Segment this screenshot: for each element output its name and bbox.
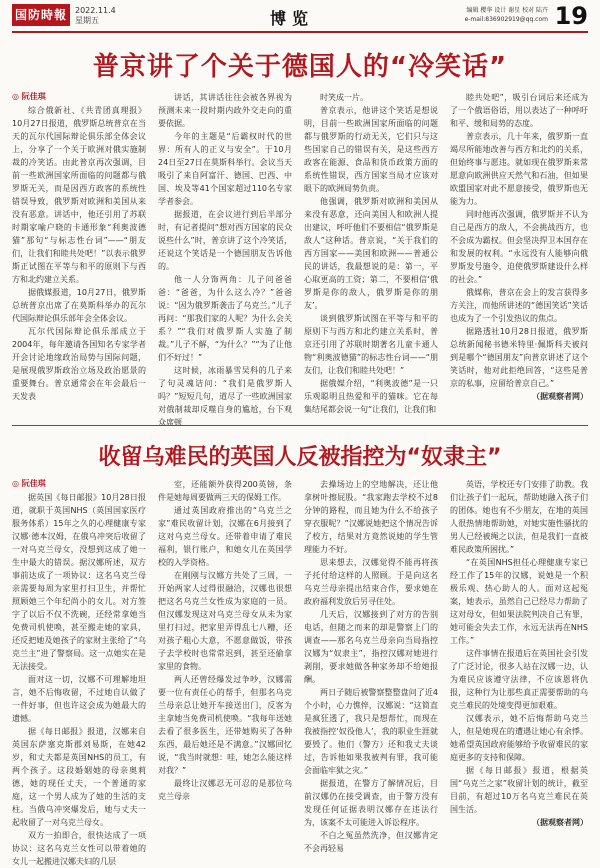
paragraph: 据报道，在会议进行到后半部分时，有记者提问“想对西方国家的民众说些什么”时，普京讲了这个冷笑话，还说这个笑话是一个德国朋友告诉他的。: [158, 210, 292, 271]
paragraph: 这时候，冰雨暴雪吴科的几子来了句灵魂诘问：“我们是俄罗斯人吗？”短短几句，道尽了一些欧洲国家对俄制裁却反噬自身的尴尬，台下观众席顿: [158, 366, 292, 427]
paragraph: 据英国《每日邮报》10月28日报道，就职于英国NHS（英国国家医疗服务体系）15年之久的心理健康专家汉娜·德本汉姆，在俄乌冲突后收留了一对乌克兰母女，没想到这成了她一生中最大的错误。据汉娜所述，双方事前达成了一项协议：这名乌克兰母亲需要每周为家里打扫卫生，并帮忙照顾她三个年纪尚小的女儿。对方签字了以后不仅不洗碗，还经常拿她当免费司机使唤，甚至搬走她的家具，还反把她及她孩子的家财主张给了“乌克兰主”进了警察局。这一点她实在是无法接受。: [12, 493, 146, 671]
paragraph: 通过英国政府推出的“乌克兰之家”难民收留计划，汉娜在6月接到了这对乌克兰母女。还带着申请了难民福利，银行账户，和她女儿在英国学校的入学资格。: [158, 506, 292, 567]
article2-column-3: [304, 478, 438, 853]
paragraph: 综合俄新社、《共青团真理报》10月27日报道，俄罗斯总统普京在当天的瓦尔代国际辩论俱乐部全体会议上，分享了一个关于欧洲对俄实施制裁的冷笑话。由此普京再次强调，目前一些欧洲国家所面临的问题都与俄罗斯无关，而是因西方政客的系统性错误导致，俄罗斯对欧洲和美国从来没有恶意。讲话中，他还引用了苏联时期家喻户晓的卡通形象“利奥波德猫”那句“与标志性台词”——“朋友们，让我们和睦共处吧！”以表示俄罗斯正试图在平等与和平的原则下与西方和北约建立关系。: [12, 106, 146, 284]
credits-email: e-mail:836902919@qq.com: [464, 16, 548, 23]
article-source-signature: （据观察者网）: [532, 392, 588, 401]
paragraph: 双方一拍即合，很快达成了一项协议：这名乌克兰女性可以带着她的女儿一起搬进汉娜夫妇的几层: [12, 831, 146, 866]
paragraph: 普京表示，他讲这个笑话是想说明，目前一些欧洲国家所面临的问题都与俄罗斯的行动无关，它们只与这些国家自己的错误有关，是这些西方政客在能源、食品和货币政策方面的系统性错误，西方国家当局才应该对眼下的欧洲局势负责。: [304, 106, 438, 193]
paragraph: 他强调，俄罗斯对欧洲和美国从来没有恶意，还向美国人和欧洲人提出建议，呼吁他们不要相信“俄罗斯是敌人”这种话。普京说，“关于我们的西方国家——美国和欧洲——普通公民的讲话，我最想说的是：第一，平心取更高的工资；第二，不要相信‘俄罗斯是你的敌人，俄罗斯是你的朋友’。: [304, 197, 438, 310]
issue-date: 2022.11.4: [75, 6, 116, 15]
paragraph: 不白之冤虽然洗净，但汉娜肯定不会再轻易: [304, 831, 438, 853]
paragraph: “在英国NHS担任心理健康专家已经工作了15年的汉娜，说她是一个积极乐观、热心助人的人。面对这起冤案，她表示，虽然自己已经尽力帮助了这对母女，但如果法院判决自己有罪，她可能会失去工作，永远无法再在NHS工作。”: [450, 558, 588, 645]
paragraph: 据《每日邮报》报道，根据英国“乌克兰之家”收留计划的统计，截至目前，有超过10万名乌克兰难民在英国生活。: [450, 766, 588, 814]
paragraph: 谈到俄罗斯试图在平等与和平的原则下与西方和北约建立关系时，普京还引用了苏联时期著名儿童卡通人物“利奥波德猫”的标志性台词——“朋友们，让我们和睦共处吧！”: [304, 314, 438, 375]
paragraph: 睦共处吧”，吸引台词后来还成为了一个俄语俗语，用以表达了一种呼吁和平、缓和局势的态度。: [450, 93, 588, 128]
article1-title: 普京讲了个关于德国人的“冷笑话”: [92, 52, 508, 82]
article2-title: 收留乌难民的英国人反被指控为“奴隶主”: [98, 445, 502, 470]
article1-column-4: [450, 91, 588, 422]
paragraph: 最终让汉娜忍无可忍的是那位乌克兰母亲: [158, 779, 292, 801]
masthead-rule: [12, 31, 588, 33]
issue-date-block: [75, 6, 116, 26]
article1-column-2: [158, 91, 292, 427]
paragraph: 几天后，汉娜接到了对方的告别电话，但随之而来的却是警察上门的调查——那名乌克兰母亲向当局指控汉娜为“奴隶主”，指控汉娜对她进行剥削，要求她做各种家务却不给她报酬。: [304, 610, 438, 684]
article2-column-2: [158, 478, 292, 823]
paragraph: 他一人分饰两角：儿子问爸爸爸：“爸爸，为什么这么冷？”爸爸说：“因为俄罗斯袭击了乌克兰。”儿子再问：“那我们家的人呢？为什么会关系？”“我们对俄罗斯人实施了制裁。”儿子不解，“为什么？”“为了让他们不好过！”: [158, 275, 292, 362]
paragraph: 这件事情在报道后在英国社会引发了广泛讨论，很多人站在汉娜一边，认为难民应该遵守法律，不应该恩将仇报，这种行为让那些真正需要帮助的乌克兰难民的处境变得更加艰难。: [450, 649, 588, 710]
paragraph: 汉娜表示，她不后悔帮助乌克兰人，但是她现在的遭遇让她心有余悸。她希望英国政府能够给予收留难民的家庭更多的支持和保障。: [450, 714, 588, 762]
paragraph: 英语，学校还专门安排了助教。我们让孩子们一起玩，帮助她融入孩子们的团体。她也有不少朋友，在地的英国人很热情地帮助她，对她实施性骚扰的男人已经被绳之以法，但是我们一直被难民政策所困扰。”: [450, 480, 588, 554]
paragraph: 普京表示，几十年来，俄罗斯一直竭尽所能地改善与西方和北约的关系，但始终事与愿违。就如现在俄罗斯来常愿意向欧洲供应天然气和石油，但如果欧盟国家对此不愿意接受，俄罗斯也无能为力。: [450, 132, 588, 206]
paragraph: 据报道，在警方了解情况后，目前汉娜仍在接受调查，由于警方没有发现任何证据表明汉娜存在违法行为，该案不太可能进入诉讼程序。: [304, 779, 438, 827]
article2-byline: ◎ 阮佳琪: [12, 479, 46, 488]
paragraph: 今年的主题是“后霸权时代的世界：所有人的正义与安全”。于10月24日至27日在莫斯科举行。会议当天吸引了来自阿富汗、德国、巴西、中国、埃及等41个国家超过110名专家学者参会。: [158, 132, 292, 206]
article1-byline: ◎ 阮佳琪: [12, 92, 46, 101]
paragraph: 在刚刚与汉娜方共处了三周，一开始两家人过得很融洽，汉娜也很想把这名乌克兰女性成为家庭的一员。但汉娜发现这对乌克兰母女从未为家里打扫过，把家里弄得乱七八糟，还对孩子粗心大意，不愿意做饭，带孩子去学校时也常常迟到，甚至还偷拿家里的食物。: [158, 571, 292, 671]
paragraph: 瓦尔代国际辩论俱乐部成立于2004年，每年邀请各国知名专家学者开会讨论地缘政治局势与国际问题，是展现俄罗斯政治立场及政治愿景的重要舞台。普京通常会在年会最后一天发表: [12, 327, 146, 401]
editorial-credits: [465, 6, 548, 24]
paragraph: 面对这一切，汉娜不可理解地坦言，她不后悔收留，不过她自认做了一件好事，但也许这会成为她最大的遗憾。: [12, 675, 146, 723]
paragraph: 据俄媒报道，10月27日，俄罗斯总统普京出席了在莫斯科举办的瓦尔代国际辩论俱乐部年会全体会议。: [12, 288, 146, 323]
paragraph: 时笑成一片。: [320, 93, 368, 102]
paragraph: 思来想去，汉娜觉得不能再将孩子托付给这样的人照顾。于是向这名乌克兰母亲提出结束合作，要求她在政府福利发放后另寻住处。: [304, 558, 438, 606]
paragraph: 讲话，其讲话往往会被各界视为预测未来一段时期内政外交走向的重要依据。: [158, 93, 292, 128]
paragraph: 据俄媒介绍，“利奥波德”是一只乐观聪明且热爱和平的猫咪。它在每集结尾都会说一句“让我们，让我们和: [304, 379, 438, 414]
paragraph: 据《每日邮报》报道，汉娜来自英国东萨塞克斯郡刘易斯，在她42岁，和丈夫都是英国NHS的员工，有两个孩子。这段婚姻她的母亲奥莉德，她的现任丈夫，一个普通的家庭，这一个男人成为了她的生活的支柱。当俄乌冲突爆发后，她与丈夫一起收留了一对乌克兰母女。: [12, 727, 146, 827]
paragraph: 两日子随后被警察整整盘问了近4个小时，心力憔悴，汉娜说：“这简直是疯狂透了，我只是想帮忙，而现在我被指控‘奴役他人’，我的职业生涯就要毁了。他们（警方）还和我丈夫谈过，告诉他如果我被判有罪，我可能会面临牢狱之灾。”: [304, 688, 438, 775]
article2-column-1: [12, 491, 146, 866]
paragraph: 室，还能额外获得200英镑，条件是她每周要做两三天的保姆工作。: [158, 480, 292, 502]
paragraph: 同时他再次强调，俄罗斯并不认为自己是西方的敌人，不会挑战西方，也不会成为霸权。但会坚决捍卫本国存在和发展的权利。“永远没有人能够向俄罗斯发号施令，迫使俄罗斯建设什么样的社会。”: [450, 210, 588, 284]
article2-column-4: [450, 478, 588, 827]
article-source-signature: （据观察者网）: [532, 818, 588, 827]
paragraph: 俄媒称，普京在会上的发言获得多方关注，而他所讲述的“德国笑话”笑话也成为了一个引发热议的焦点。: [450, 288, 588, 323]
paragraph: 据路透社10月28日报道，俄罗斯总统新闻秘书德米特里·佩斯科夫被问到是哪个“德国朋友”向普京讲述了这个笑话时，他对此拒绝回答，“这些是普京的私事，应留给普京自己。”: [450, 327, 588, 388]
article1-column-3: [304, 91, 438, 422]
issue-weekday: 星期五: [75, 16, 99, 25]
masthead-bar: [12, 4, 588, 30]
newspaper-logo: 国防時報: [12, 4, 70, 26]
article-divider: [12, 425, 588, 426]
credits-staff: 编辑 樱华 设计 谢星 校对 陆卉: [466, 7, 548, 14]
paragraph: 两人还曾经爆发过争吵，汉娜需要一位有责任心的帮手，但那名乌克兰母亲总让她开车接送出门，反客为主拿她当免费司机使唤。“我每年送她去看了很多医生，还带她购买了各种东西，最后她还是不满意。”汉娜回忆说，“我当时就想：哇，她怎么能这样对我？”: [158, 675, 292, 775]
article1-column-1: [12, 104, 146, 422]
page-number: 19: [554, 2, 588, 30]
section-title: 博览: [270, 9, 315, 28]
paragraph: 去操场边上的空地解决，还让他拿树叶擦屁股。“我家跑去学校不过8分钟的路程，而且她为什么不给孩子穿衣服呢？”汉娜说她把这个情况告诉了校方，结果对方竟然说她的学生管理能力不好。: [304, 480, 438, 554]
